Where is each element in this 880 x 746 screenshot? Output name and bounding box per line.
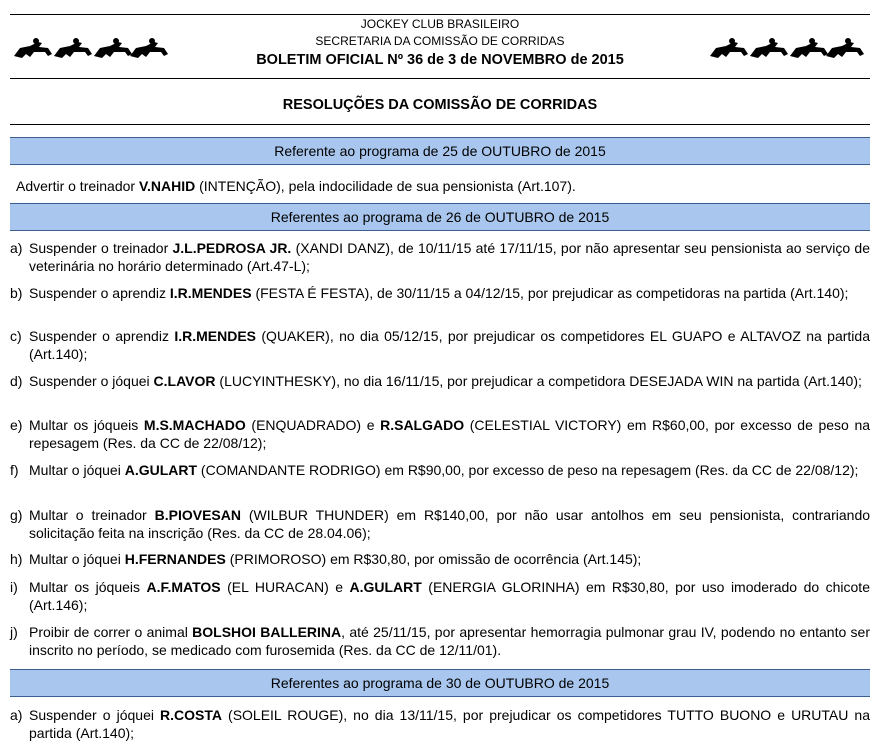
section-rule bbox=[10, 124, 870, 125]
resolution-item: c) Suspender o aprendiz I.R.MENDES (QUAKER), no dia 05/12/15, por prejudicar os competidores EL GUAPO e ALTAVOZ na partida (Art.140); bbox=[10, 328, 870, 362]
bulletin-title: BOLETIM OFICIAL Nº 36 de 3 de NOVEMBRO de 2015 bbox=[256, 52, 624, 68]
resolution-item: j) Proibir de correr o animal BOLSHOI BALLERINA, até 25/11/15, por apresentar hemorragia pulmonar grau IV, podendo no entanto ser inscrito no período, se medicado com furosemida (Res. da CC de 12/11/01). bbox=[10, 624, 871, 658]
resolution-item: g) Multar o treinador B.PIOVESAN (WILBUR THUNDER) em R$140,00, por não usar antolhos em seu pensionista, contrariando solicitação feita na inscrição (Res. da CC de 28.04.06); bbox=[10, 507, 871, 541]
program-band: Referentes ao programa de 30 de OUTUBRO de 2015 bbox=[10, 669, 870, 697]
header-top-rule bbox=[10, 14, 870, 15]
bulletin-header bbox=[10, 16, 870, 76]
department-name: SECRETARIA DA COMISSÃO DE CORRIDAS bbox=[315, 34, 565, 48]
resolution-item: d) Suspender o jóquei C.LAVOR (LUCYINTHESKY), no dia 16/11/15, por prejudicar a competidora DESEJADA WIN na partida (Art.140); bbox=[10, 373, 862, 389]
resolution-item: i) Multar os jóqueis A.F.MATOS (EL HURACAN) e A.GULART (ENERGIA GLORINHA) em R$30,80, por uso imoderado do chicote (Art.146); bbox=[10, 579, 870, 613]
organization-name: JOCKEY CLUB BRASILEIRO bbox=[360, 17, 520, 31]
resolution-item: Advertir o treinador V.NAHID (INTENÇÃO), pela indocilidade de sua pensionista (Art.107). bbox=[16, 178, 576, 194]
resolution-item: h) Multar o jóquei H.FERNANDES (PRIMOROSO) em R$30,80, por omissão de ocorrência (Art.145); bbox=[10, 551, 642, 567]
resolution-item: e) Multar os jóqueis M.S.MACHADO (ENQUADRADO) e R.SALGADO (CELESTIAL VICTORY) em R$60,00, por excesso de peso na repesagem (Res. da CC de 22/08/12); bbox=[10, 417, 871, 451]
resolution-item: a) Suspender o treinador J.L.PEDROSA JR. (XANDI DANZ), de 10/11/15 até 17/11/15, por não apresentar seu pensionista ao serviço de veterinária no horário determinado (Art.47-L); bbox=[10, 240, 870, 274]
header-bottom-rule bbox=[10, 78, 870, 79]
program-band: Referente ao programa de 25 de OUTUBRO de 2015 bbox=[10, 137, 870, 165]
resolution-item: a) Suspender o jóquei R.COSTA (SOLEIL ROUGE), no dia 13/11/15, por prejudicar os competidores TUTTO BUONO e URUTAU na partida (Art.140); bbox=[10, 707, 870, 741]
resolution-item: b) Suspender o aprendiz I.R.MENDES (FESTA É FESTA), de 30/11/15 a 04/12/15, por prejudicar as competidoras na partida (Art.140); bbox=[10, 285, 849, 301]
resolution-item: f) Multar o jóquei A.GULART (COMANDANTE RODRIGO) em R$90,00, por excesso de peso na repesagem (Res. da CC de 22/08/12); bbox=[10, 462, 859, 478]
section-title: RESOLUÇÕES DA COMISSÃO DE CORRIDAS bbox=[282, 97, 598, 113]
program-band: Referentes ao programa de 26 de OUTUBRO de 2015 bbox=[10, 203, 870, 231]
